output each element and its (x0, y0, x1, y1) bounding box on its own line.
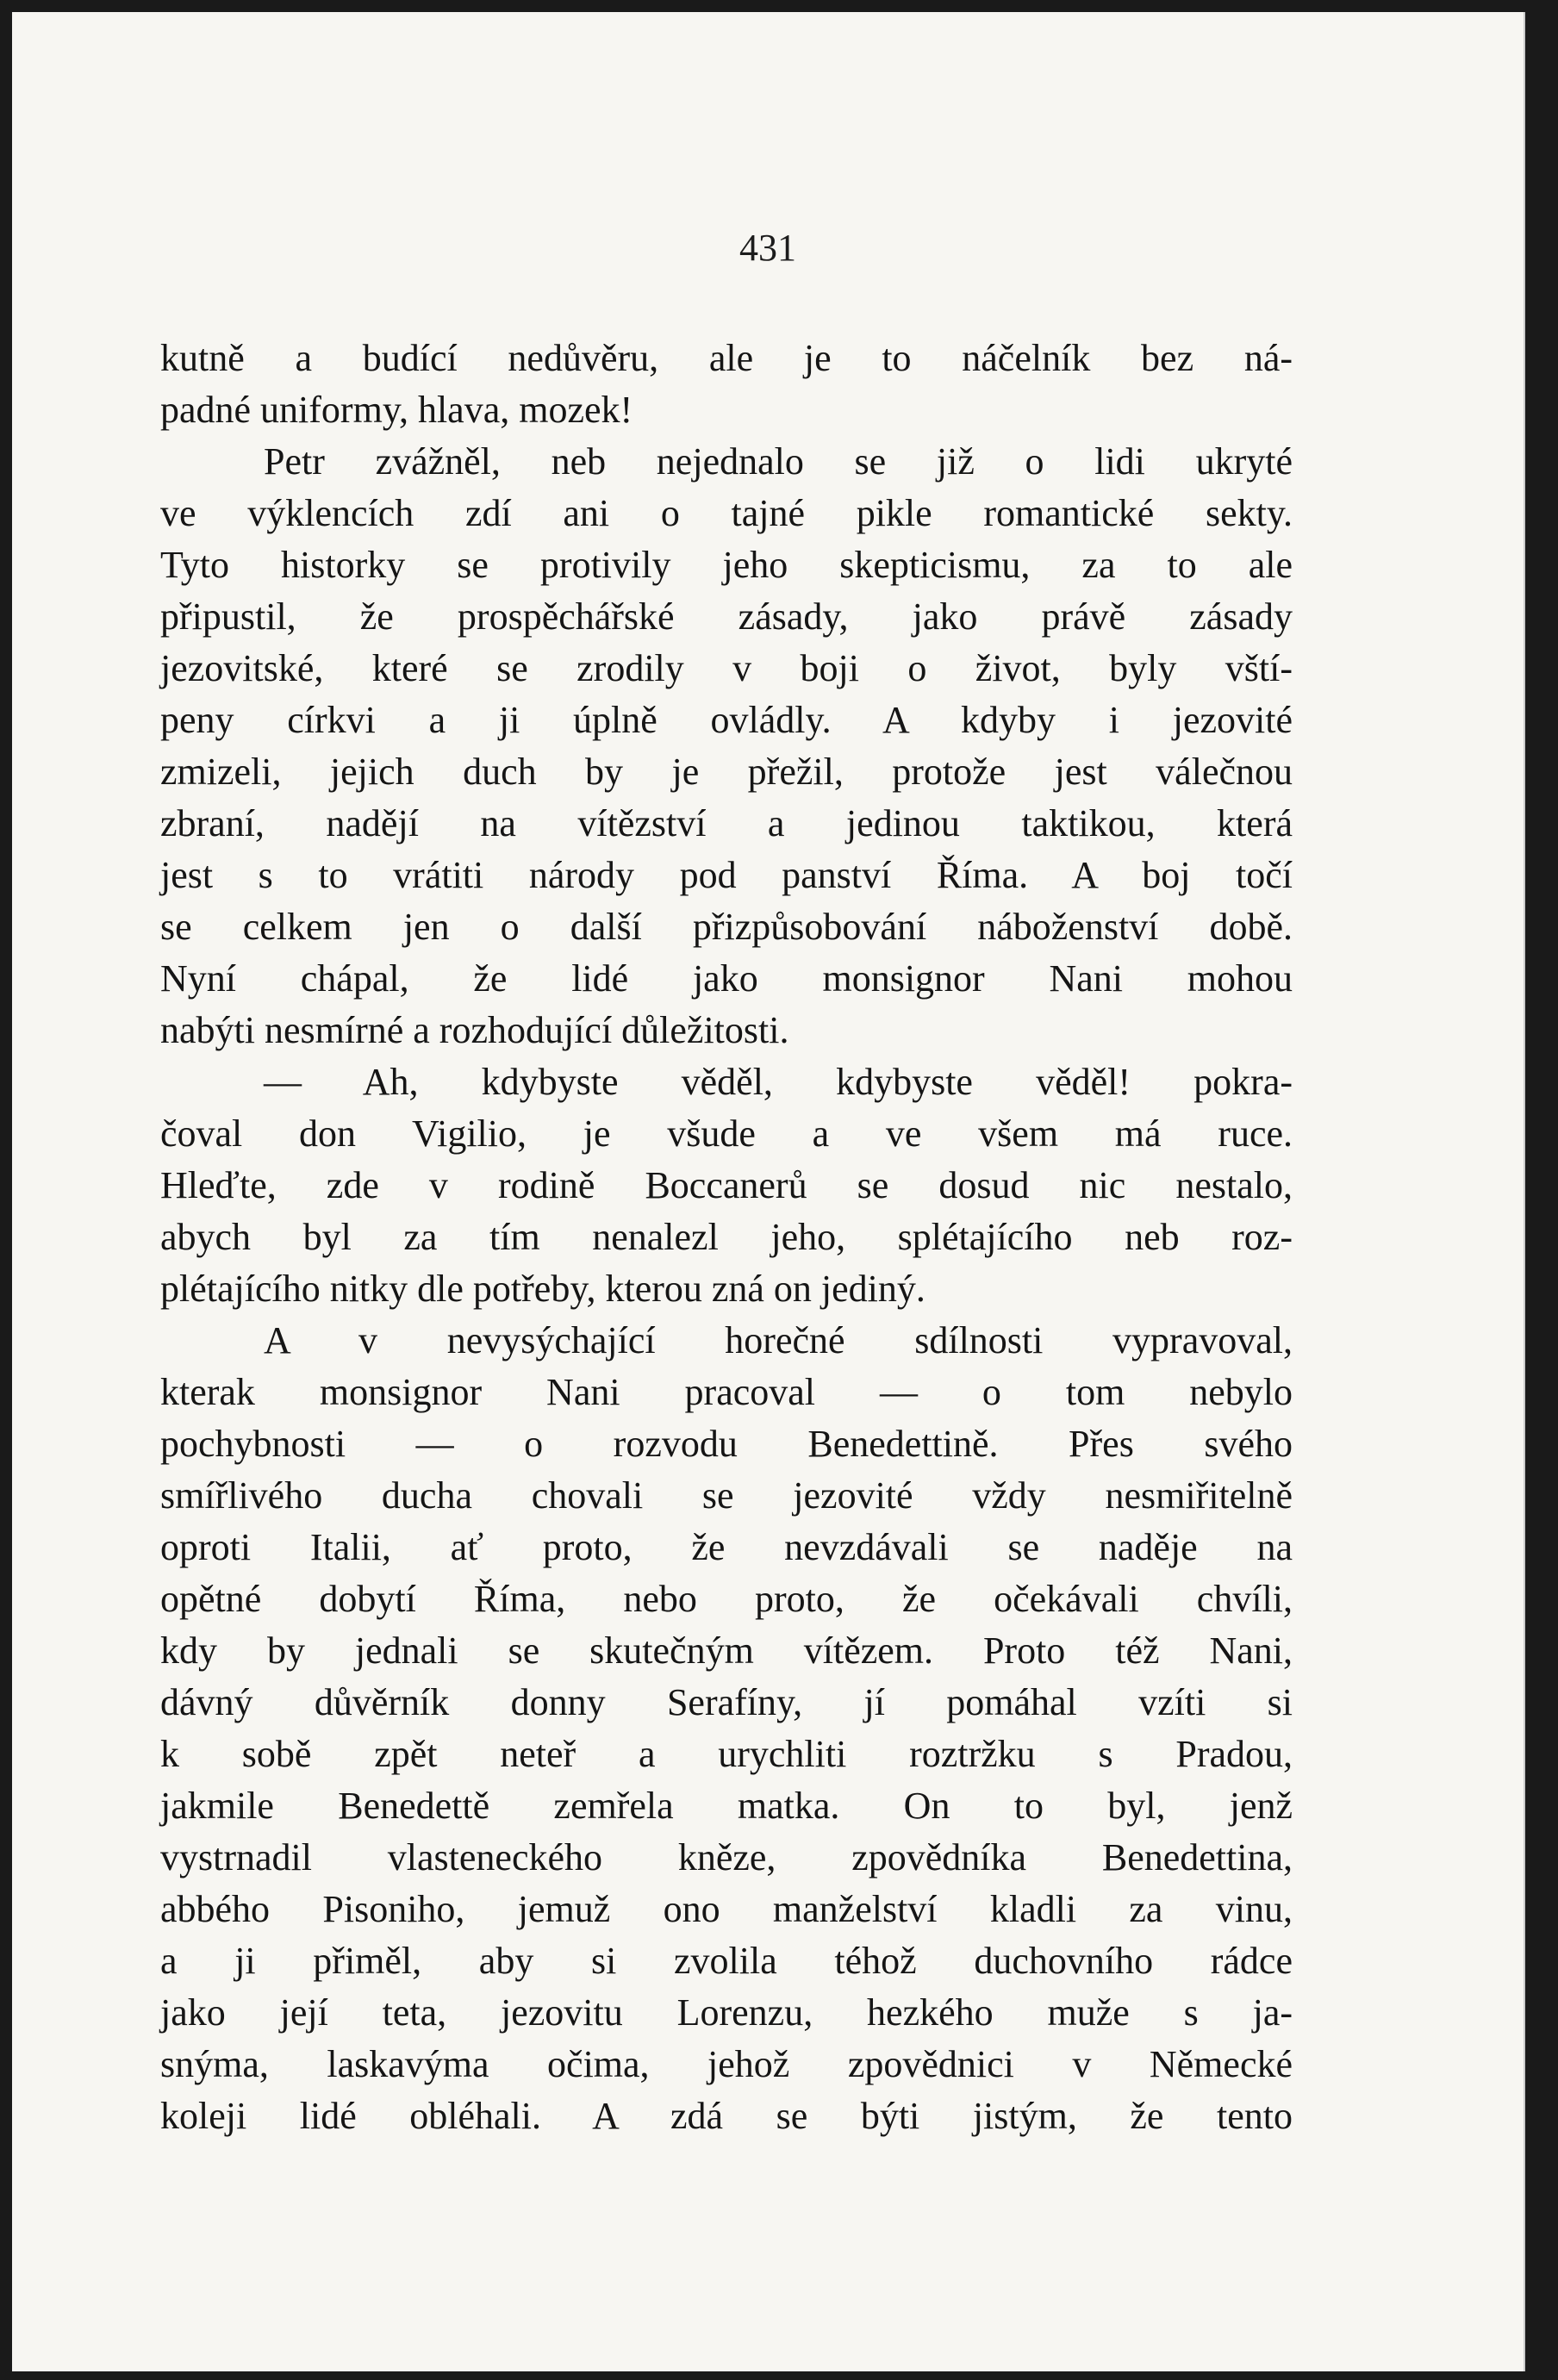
text-line: snýma, laskavýma očima, jehož zpovědnici v Německé (160, 2043, 1293, 2085)
text-line: připustil, že prospěchářské zásady, jako právě zásady (160, 595, 1293, 638)
text-line: zmizeli, jejich duch by je přežil, protože jest válečnou (160, 751, 1293, 793)
text-line: Tyto historky se protivily jeho skepticismu, za to ale (160, 544, 1293, 586)
text-line: kutně a budící nedůvěru, ale je to náčelník bez ná- (160, 337, 1293, 379)
page-number: 431 (739, 227, 796, 269)
text-line: jako její teta, jezovitu Lorenzu, hezkého muže s ja- (160, 1991, 1293, 2034)
text-line: jezovitské, které se zrodily v boji o život, byly vští- (160, 647, 1293, 689)
text-line: peny církvi a ji úplně ovládly. A kdyby i jezovité (160, 699, 1293, 741)
text-line: oproti Italii, ať proto, že nevzdávali se naděje na (160, 1526, 1293, 1568)
text-line: koleji lidé obléhali. A zdá se býti jistým, že tento (160, 2095, 1293, 2137)
text-line: dávný důvěrník donny Serafíny, jí pomáhal vzíti si (160, 1681, 1293, 1723)
book-page (12, 12, 1525, 2371)
text-line: smířlivého ducha chovali se jezovité vždy nesmiřitelně (160, 1474, 1293, 1517)
body-text (160, 333, 1293, 2142)
text-line: A v nevysýchající horečné sdílnosti vypravoval, (264, 1319, 1293, 1361)
text-line: jest s to vrátiti národy pod panství Říma. A boj točí (160, 854, 1293, 896)
text-line: padné uniformy, hlava, mozek! (160, 389, 633, 431)
text-line: ve výklencích zdí ani o tajné pikle romantické sekty. (160, 492, 1293, 534)
text-line: vystrnadil vlasteneckého kněze, zpovědníka Benedettina, (160, 1836, 1293, 1878)
text-line: Petr zvážněl, neb nejednalo se již o lidi ukryté (264, 440, 1293, 483)
text-line: Hleďte, zde v rodině Boccanerů se dosud nic nestalo, (160, 1164, 1293, 1206)
text-line: nabýti nesmírné a rozhodující důležitosti. (160, 1009, 789, 1051)
text-line: jakmile Benedettě zemřela matka. On to byl, jenž (160, 1785, 1293, 1827)
text-line: abbého Pisoniho, jemuž ono manželství kladli za vinu, (160, 1888, 1293, 1930)
text-line: se celkem jen o další přizpůsobování náboženství době. (160, 906, 1293, 948)
text-line: a ji přiměl, aby si zvolila téhož duchovního rádce (160, 1940, 1293, 1982)
text-line: opětné dobytí Říma, nebo proto, že očekávali chvíli, (160, 1578, 1293, 1620)
text-line: kterak monsignor Nani pracoval — o tom nebylo (160, 1371, 1293, 1413)
text-line: Nyní chápal, že lidé jako monsignor Nani mohou (160, 957, 1293, 1000)
text-line: kdy by jednali se skutečným vítězem. Proto též Nani, (160, 1629, 1293, 1672)
text-line: — Ah, kdybyste věděl, kdybyste věděl! pokra- (264, 1061, 1293, 1103)
text-line: k sobě zpět neteř a urychliti roztržku s Pradou, (160, 1733, 1293, 1775)
text-line: plétajícího nitky dle potřeby, kterou zná on jediný. (160, 1268, 925, 1310)
text-line: čoval don Vigilio, je všude a ve všem má ruce. (160, 1112, 1293, 1155)
text-line: zbraní, nadějí na vítězství a jedinou taktikou, která (160, 802, 1293, 844)
text-line: pochybnosti — o rozvodu Benedettině. Přes svého (160, 1423, 1293, 1465)
text-line: abych byl za tím nenalezl jeho, splétajícího neb roz- (160, 1216, 1293, 1258)
